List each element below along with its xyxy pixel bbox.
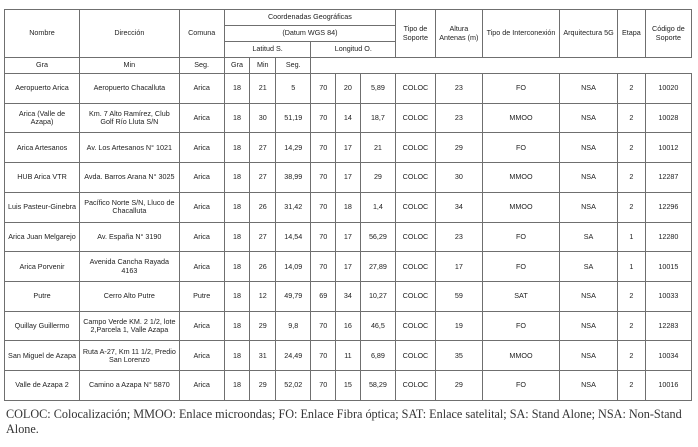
cell-direccion: Campo Verde KM. 2 1/2, lote 2,Parcela 1, Valle Azapa [80, 311, 180, 341]
cell-lat-gra: 18 [224, 252, 250, 282]
cell-etapa: 1 [617, 222, 645, 252]
cell-altura: 35 [435, 341, 482, 371]
table-row [5, 311, 692, 341]
table-row [5, 371, 692, 401]
cell-comuna: Arica [179, 74, 224, 104]
cell-etapa: 2 [617, 282, 645, 312]
cell-lon-gra: 70 [311, 252, 336, 282]
cell-direccion: Ruta A-27, Km 11 1/2, Predio San Lorenzo [80, 341, 180, 371]
cell-direccion: Avenida Cancha Rayada 4163 [80, 252, 180, 282]
cell-lon-gra: 70 [311, 133, 336, 163]
cell-lon-seg: 27,89 [360, 252, 395, 282]
cell-tipo-interconexion: FO [482, 133, 559, 163]
cell-lon-seg: 58,29 [360, 371, 395, 401]
cell-lon-min: 34 [336, 282, 361, 312]
cell-etapa: 2 [617, 103, 645, 133]
cell-lon-min: 17 [336, 222, 361, 252]
cell-nombre: Quillay Guillermo [5, 311, 80, 341]
cell-lon-seg: 46,5 [360, 311, 395, 341]
table-row [5, 252, 692, 282]
cell-altura: 23 [435, 103, 482, 133]
cell-lon-seg: 18,7 [360, 103, 395, 133]
cell-tipo-interconexion: MMOO [482, 103, 559, 133]
table-row [5, 163, 692, 193]
cell-lon-gra: 70 [311, 74, 336, 104]
header-lat-min: Min [80, 58, 180, 74]
table-row [5, 74, 692, 104]
cell-lat-gra: 18 [224, 103, 250, 133]
cell-lat-min: 27 [250, 222, 276, 252]
cell-direccion: Avda. Barros Arana N° 3025 [80, 163, 180, 193]
cell-comuna: Arica [179, 252, 224, 282]
cell-comuna: Putre [179, 282, 224, 312]
cell-lat-gra: 18 [224, 133, 250, 163]
cell-nombre: Aeropuerto Arica [5, 74, 80, 104]
cell-nombre: Valle de Azapa 2 [5, 371, 80, 401]
cell-etapa: 2 [617, 371, 645, 401]
cell-comuna: Arica [179, 341, 224, 371]
header-nombre: Nombre [5, 10, 80, 58]
cell-lon-min: 17 [336, 252, 361, 282]
cell-altura: 59 [435, 282, 482, 312]
header-longitud: Longitud O. [311, 42, 396, 58]
header-latitud: Latitud S. [224, 42, 311, 58]
cell-nombre: Arica Porvenir [5, 252, 80, 282]
header-etapa: Etapa [617, 10, 645, 58]
cell-lat-seg: 14,09 [276, 252, 311, 282]
cell-etapa: 2 [617, 341, 645, 371]
cell-lat-gra: 18 [224, 371, 250, 401]
cell-lat-min: 30 [250, 103, 276, 133]
cell-codigo: 12296 [645, 192, 691, 222]
cell-lon-gra: 70 [311, 192, 336, 222]
cell-comuna: Arica [179, 163, 224, 193]
cell-tipo-soporte: COLOC [396, 74, 436, 104]
table-body [5, 74, 692, 401]
cell-direccion: Av. Los Artesanos N° 1021 [80, 133, 180, 163]
header-lon-seg: Seg. [276, 58, 311, 74]
cell-comuna: Arica [179, 371, 224, 401]
cell-lat-min: 27 [250, 133, 276, 163]
cell-tipo-interconexion: MMOO [482, 163, 559, 193]
cell-lat-min: 26 [250, 192, 276, 222]
cell-lat-seg: 24,49 [276, 341, 311, 371]
table-row [5, 133, 692, 163]
cell-direccion: Cerro Alto Putre [80, 282, 180, 312]
cell-altura: 23 [435, 74, 482, 104]
table-row [5, 282, 692, 312]
cell-comuna: Arica [179, 133, 224, 163]
cell-arquitectura: SA [560, 252, 618, 282]
header-comuna: Comuna [179, 10, 224, 58]
cell-lat-seg: 49,79 [276, 282, 311, 312]
cell-direccion: Av. España N° 3190 [80, 222, 180, 252]
cell-lat-min: 27 [250, 163, 276, 193]
cell-nombre: HUB Arica VTR [5, 163, 80, 193]
cell-lon-min: 15 [336, 371, 361, 401]
cell-comuna: Arica [179, 311, 224, 341]
cell-codigo: 10016 [645, 371, 691, 401]
cell-lon-min: 16 [336, 311, 361, 341]
header-lon-min: Min [250, 58, 276, 74]
cell-lon-seg: 29 [360, 163, 395, 193]
cell-nombre: Luis Pasteur-Ginebra [5, 192, 80, 222]
cell-tipo-interconexion: FO [482, 74, 559, 104]
cell-tipo-soporte: COLOC [396, 133, 436, 163]
header-lon-gra: Gra [224, 58, 250, 74]
cell-direccion: Aeropuerto Chacalluta [80, 74, 180, 104]
cell-comuna: Arica [179, 222, 224, 252]
cell-arquitectura: NSA [560, 311, 618, 341]
cell-codigo: 10020 [645, 74, 691, 104]
header-altura: Altura Antenas (m) [435, 10, 482, 58]
cell-codigo: 12283 [645, 311, 691, 341]
cell-arquitectura: NSA [560, 163, 618, 193]
cell-tipo-soporte: COLOC [396, 252, 436, 282]
footnote: COLOC: Colocalización; MMOO: Enlace microondas; FO: Enlace Fibra óptica; SAT: Enlace satelital; SA: Stand Alone; NSA: Non-Stand Alone. [6, 407, 682, 436]
cell-codigo: 10034 [645, 341, 691, 371]
cell-lon-gra: 70 [311, 311, 336, 341]
cell-tipo-soporte: COLOC [396, 371, 436, 401]
cell-lon-gra: 70 [311, 371, 336, 401]
cell-nombre: San Miguel de Azapa [5, 341, 80, 371]
cell-direccion: Camino a Azapa N° 5870 [80, 371, 180, 401]
cell-tipo-soporte: COLOC [396, 222, 436, 252]
cell-etapa: 2 [617, 133, 645, 163]
cell-nombre: Arica (Valle de Azapa) [5, 103, 80, 133]
cell-lat-gra: 18 [224, 163, 250, 193]
cell-lon-min: 20 [336, 74, 361, 104]
cell-etapa: 2 [617, 163, 645, 193]
cell-lon-seg: 5,89 [360, 74, 395, 104]
cell-lat-min: 31 [250, 341, 276, 371]
cell-lat-min: 29 [250, 311, 276, 341]
cell-lon-gra: 70 [311, 163, 336, 193]
cell-lat-gra: 18 [224, 282, 250, 312]
cell-tipo-soporte: COLOC [396, 282, 436, 312]
cell-nombre: Arica Juan Melgarejo [5, 222, 80, 252]
cell-nombre: Arica Artesanos [5, 133, 80, 163]
cell-lon-min: 11 [336, 341, 361, 371]
cell-tipo-soporte: COLOC [396, 163, 436, 193]
cell-arquitectura: NSA [560, 103, 618, 133]
cell-lat-gra: 18 [224, 192, 250, 222]
cell-altura: 17 [435, 252, 482, 282]
cell-lat-seg: 9,8 [276, 311, 311, 341]
cell-lat-seg: 51,19 [276, 103, 311, 133]
cell-tipo-interconexion: FO [482, 252, 559, 282]
table-row [5, 222, 692, 252]
cell-altura: 34 [435, 192, 482, 222]
cell-tipo-interconexion: FO [482, 222, 559, 252]
cell-lon-seg: 1,4 [360, 192, 395, 222]
header-lat-gra: Gra [5, 58, 80, 74]
cell-altura: 23 [435, 222, 482, 252]
table-row [5, 103, 692, 133]
header-coordenadas: Coordenadas Geográficas [224, 10, 395, 26]
cell-arquitectura: NSA [560, 74, 618, 104]
cell-etapa: 2 [617, 74, 645, 104]
cell-lon-seg: 10,27 [360, 282, 395, 312]
cell-arquitectura: NSA [560, 192, 618, 222]
cell-etapa: 1 [617, 252, 645, 282]
cell-lat-min: 26 [250, 252, 276, 282]
cell-altura: 30 [435, 163, 482, 193]
cell-arquitectura: NSA [560, 282, 618, 312]
cell-lat-gra: 18 [224, 311, 250, 341]
cell-lat-min: 12 [250, 282, 276, 312]
cell-lon-gra: 69 [311, 282, 336, 312]
cell-codigo: 12287 [645, 163, 691, 193]
cell-lat-min: 29 [250, 371, 276, 401]
sites-table [4, 9, 692, 401]
cell-tipo-soporte: COLOC [396, 103, 436, 133]
cell-altura: 29 [435, 133, 482, 163]
cell-lat-gra: 18 [224, 222, 250, 252]
cell-comuna: Arica [179, 192, 224, 222]
table-row [5, 192, 692, 222]
cell-tipo-interconexion: FO [482, 371, 559, 401]
cell-lat-seg: 14,29 [276, 133, 311, 163]
cell-tipo-soporte: COLOC [396, 341, 436, 371]
cell-lat-seg: 52,02 [276, 371, 311, 401]
header-lat-seg: Seg. [179, 58, 224, 74]
cell-altura: 29 [435, 371, 482, 401]
cell-codigo: 10033 [645, 282, 691, 312]
cell-arquitectura: SA [560, 222, 618, 252]
cell-lat-seg: 14,54 [276, 222, 311, 252]
cell-etapa: 2 [617, 311, 645, 341]
cell-tipo-soporte: COLOC [396, 192, 436, 222]
header-codigo: Código de Soporte [645, 10, 691, 58]
cell-lon-min: 14 [336, 103, 361, 133]
cell-lon-min: 17 [336, 163, 361, 193]
cell-lon-seg: 56,29 [360, 222, 395, 252]
cell-direccion: Km. 7 Alto Ramírez, Club Golf Río Lluta S/N [80, 103, 180, 133]
cell-lon-seg: 21 [360, 133, 395, 163]
cell-lon-gra: 70 [311, 341, 336, 371]
header-tipo-soporte: Tipo de Soporte [396, 10, 436, 58]
cell-lon-seg: 6,89 [360, 341, 395, 371]
cell-tipo-interconexion: MMOO [482, 192, 559, 222]
cell-arquitectura: NSA [560, 371, 618, 401]
header-direccion: Dirección [80, 10, 180, 58]
cell-tipo-interconexion: FO [482, 311, 559, 341]
header-datum: (Datum WGS 84) [224, 26, 395, 42]
cell-tipo-soporte: COLOC [396, 311, 436, 341]
cell-nombre: Putre [5, 282, 80, 312]
cell-lat-seg: 31,42 [276, 192, 311, 222]
cell-arquitectura: NSA [560, 133, 618, 163]
cell-lat-gra: 18 [224, 341, 250, 371]
cell-lon-min: 18 [336, 192, 361, 222]
header-tipo-interconexion: Tipo de Interconexión [482, 10, 559, 58]
cell-lon-gra: 70 [311, 103, 336, 133]
cell-lat-seg: 38,99 [276, 163, 311, 193]
header-arquitectura: Arquitectura 5G [560, 10, 618, 58]
cell-tipo-interconexion: MMOO [482, 341, 559, 371]
cell-codigo: 10015 [645, 252, 691, 282]
table-row [5, 341, 692, 371]
cell-lon-min: 17 [336, 133, 361, 163]
cell-lat-seg: 5 [276, 74, 311, 104]
cell-comuna: Arica [179, 103, 224, 133]
cell-etapa: 2 [617, 192, 645, 222]
cell-direccion: Pacífico Norte S/N, Lluco de Chacalluta [80, 192, 180, 222]
cell-lat-min: 21 [250, 74, 276, 104]
cell-codigo: 12280 [645, 222, 691, 252]
cell-tipo-interconexion: SAT [482, 282, 559, 312]
cell-lon-gra: 70 [311, 222, 336, 252]
cell-altura: 19 [435, 311, 482, 341]
cell-lat-gra: 18 [224, 74, 250, 104]
cell-codigo: 10012 [645, 133, 691, 163]
cell-arquitectura: NSA [560, 341, 618, 371]
cell-codigo: 10028 [645, 103, 691, 133]
